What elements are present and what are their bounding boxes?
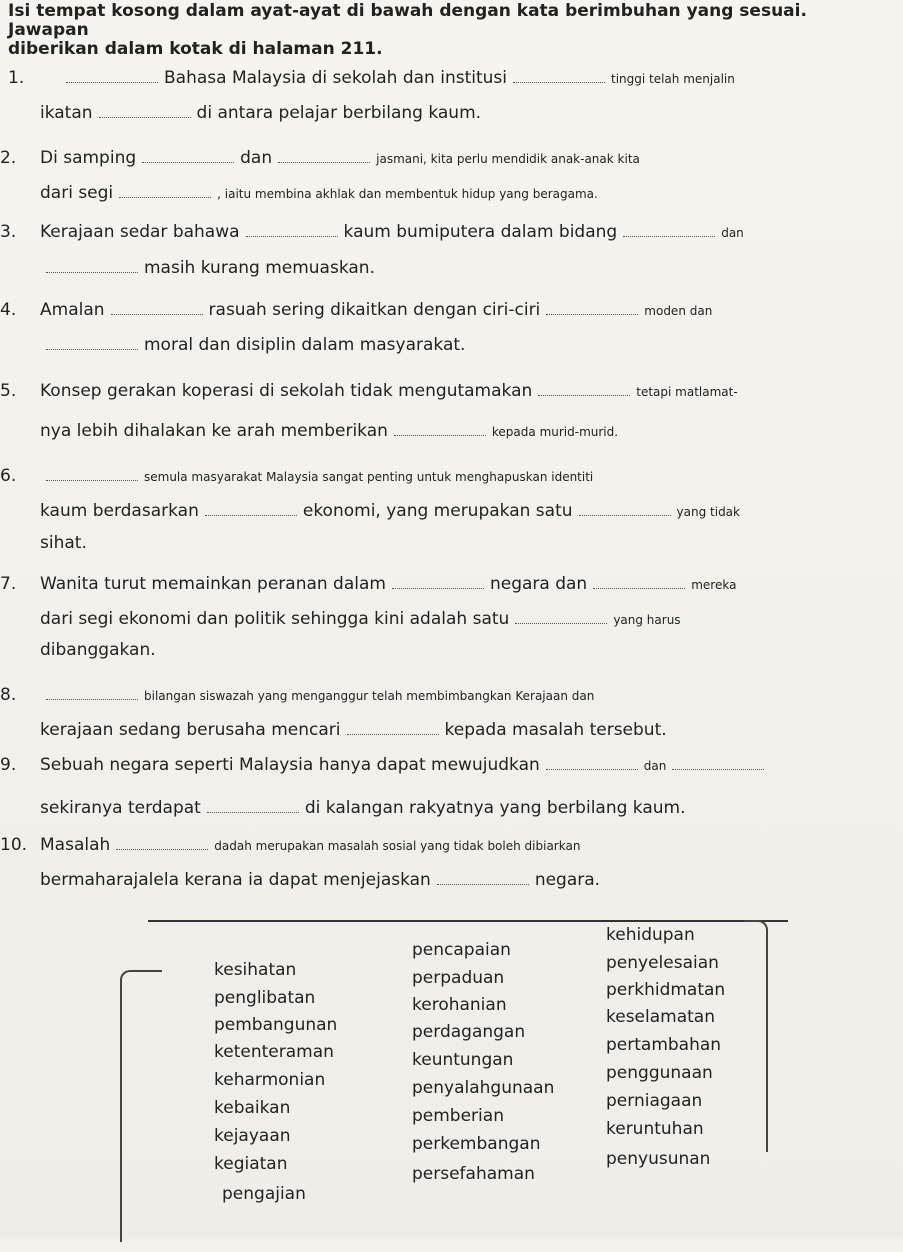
- question-text: moral dan disiplin dalam masyarakat.: [144, 335, 466, 355]
- answer-blank[interactable]: [205, 503, 297, 516]
- question-text: yang harus: [613, 613, 681, 627]
- word-bank-item: penglibatan: [214, 988, 316, 1008]
- question-text: yang tidak: [676, 505, 740, 519]
- question-text: kepada murid-murid.: [491, 425, 619, 439]
- question-text: dibanggakan.: [40, 640, 156, 660]
- question-text: ikatan: [40, 103, 93, 123]
- question-text: bermaharajalela kerana ia dapat menjejaskan: [40, 870, 431, 890]
- question-text: semula masyarakat Malaysia sangat penting untuk menghapuskan identiti: [144, 470, 594, 484]
- word-bank-item: kesihatan: [214, 960, 297, 980]
- answer-blank[interactable]: [623, 224, 715, 237]
- answer-blank[interactable]: [46, 337, 138, 350]
- question-text: nya lebih dihalakan ke arah memberikan: [40, 421, 388, 441]
- answer-blank[interactable]: [394, 423, 486, 436]
- word-bank-item: penyalahgunaan: [412, 1078, 555, 1098]
- word-bank-item: pencapaian: [412, 940, 511, 960]
- answer-blank[interactable]: [579, 503, 671, 516]
- answer-blank[interactable]: [593, 576, 685, 589]
- word-bank-item: pembangunan: [214, 1015, 338, 1035]
- instruction-line-2: diberikan dalam kotak di halaman 211.: [8, 39, 383, 59]
- answer-blank[interactable]: [46, 260, 138, 273]
- question-text: ekonomi, yang merupakan satu: [302, 501, 573, 521]
- answer-blank[interactable]: [515, 611, 607, 624]
- answer-blank[interactable]: [538, 383, 630, 396]
- word-bank-item: perdagangan: [412, 1022, 526, 1042]
- answer-blank[interactable]: [546, 302, 638, 315]
- word-bank-item: pertambahan: [606, 1035, 722, 1055]
- word-bank-item: kerohanian: [412, 995, 507, 1015]
- word-bank-item: penyusunan: [606, 1149, 711, 1169]
- word-bank-item: perpaduan: [412, 968, 505, 988]
- word-bank-item: keruntuhan: [606, 1119, 704, 1139]
- word-bank-item: kegiatan: [214, 1154, 288, 1174]
- question-number: 6.: [0, 466, 17, 486]
- word-bank-item: penggunaan: [606, 1063, 713, 1083]
- question-text: Bahasa Malaysia di sekolah dan institusi: [164, 68, 507, 88]
- answer-blank[interactable]: [207, 800, 299, 813]
- word-bank-item: penyelesaian: [606, 953, 719, 973]
- question-number: 8.: [0, 685, 17, 705]
- question-text: Di samping: [40, 148, 137, 168]
- question-text: tetapi matlamat-: [636, 385, 738, 399]
- instructions: [8, 2, 888, 59]
- question-number: 2.: [0, 148, 17, 168]
- word-bank-right-border: [744, 920, 768, 1152]
- question-text: , iaitu membina akhlak dan membentuk hidup yang beragama.: [217, 187, 598, 201]
- question-text: kaum berdasarkan: [40, 501, 199, 521]
- question-text: dan: [240, 148, 273, 168]
- word-bank-item: kehidupan: [606, 925, 695, 945]
- question-number: 5.: [0, 381, 17, 401]
- question-text: moden dan: [644, 304, 713, 318]
- word-bank-item: pengajian: [222, 1184, 306, 1204]
- question-text: sekiranya terdapat: [40, 798, 201, 818]
- word-bank-left-border: [120, 970, 162, 1242]
- answer-blank[interactable]: [99, 105, 191, 118]
- answer-blank[interactable]: [111, 302, 203, 315]
- word-bank-item: perniagaan: [606, 1091, 703, 1111]
- word-bank-item: perkhidmatan: [606, 980, 726, 1000]
- answer-blank[interactable]: [142, 150, 234, 163]
- question-text: tinggi telah menjalin: [610, 72, 735, 86]
- question-text: Masalah: [40, 835, 111, 855]
- question-text: Sebuah negara seperti Malaysia hanya dapat mewujudkan: [40, 755, 540, 775]
- word-bank-item: perkembangan: [412, 1134, 541, 1154]
- answer-blank[interactable]: [546, 757, 638, 770]
- answer-blank[interactable]: [46, 687, 138, 700]
- question-number: 9.: [0, 755, 17, 775]
- answer-blank[interactable]: [437, 872, 529, 885]
- answer-blank[interactable]: [119, 185, 211, 198]
- question-text: Konsep gerakan koperasi di sekolah tidak mengutamakan: [40, 381, 533, 401]
- question-text: bilangan siswazah yang menganggur telah membimbangkan Kerajaan dan: [144, 689, 595, 703]
- answer-blank[interactable]: [347, 722, 439, 735]
- question-text: dan: [643, 759, 667, 773]
- question-text: rasuah sering dikaitkan dengan ciri-ciri: [208, 300, 541, 320]
- question-text: negara dan: [489, 574, 588, 594]
- question-number: 3.: [0, 222, 17, 242]
- question-text: sihat.: [40, 533, 87, 553]
- question-text: negara.: [534, 870, 601, 890]
- answer-blank[interactable]: [513, 70, 605, 83]
- question-text: kerajaan sedang berusaha mencari: [40, 720, 341, 740]
- question-text: dan: [721, 226, 744, 240]
- answer-blank[interactable]: [392, 576, 484, 589]
- answer-blank[interactable]: [278, 150, 370, 163]
- question-text: dari segi: [40, 183, 114, 203]
- word-bank-item: keharmonian: [214, 1070, 326, 1090]
- question-text: dari segi ekonomi dan politik sehingga kini adalah satu: [40, 609, 510, 629]
- question-number: 10.: [0, 835, 28, 855]
- question-number: 4.: [0, 300, 17, 320]
- question-text: Amalan: [40, 300, 105, 320]
- word-bank-item: ketenteraman: [214, 1042, 334, 1062]
- question-text: kepada masalah tersebut.: [444, 720, 667, 740]
- word-bank-item: pemberian: [412, 1106, 504, 1126]
- question-text: di antara pelajar berbilang kaum.: [196, 103, 482, 123]
- word-bank-item: kejayaan: [214, 1126, 291, 1146]
- question-text: Kerajaan sedar bahawa: [40, 222, 240, 242]
- question-text: kaum bumiputera dalam bidang: [343, 222, 618, 242]
- question-number: 1.: [8, 68, 25, 88]
- answer-blank[interactable]: [672, 757, 764, 770]
- question-text: masih kurang memuaskan.: [144, 258, 375, 278]
- question-text: dadah merupakan masalah sosial yang tidak boleh dibiarkan: [214, 839, 581, 853]
- question-text: mereka: [691, 578, 737, 592]
- answer-blank[interactable]: [116, 837, 208, 850]
- word-bank-item: persefahaman: [412, 1164, 535, 1184]
- question-text: Wanita turut memainkan peranan dalam: [40, 574, 386, 594]
- instruction-line-1: Isi tempat kosong dalam ayat-ayat di bawah dengan kata berimbuhan yang sesuai. Jawapan: [8, 1, 807, 40]
- word-bank-item: keuntungan: [412, 1050, 514, 1070]
- question-number: 7.: [0, 574, 17, 594]
- answer-blank[interactable]: [46, 468, 138, 481]
- word-bank-item: keselamatan: [606, 1007, 715, 1027]
- word-bank-item: kebaikan: [214, 1098, 291, 1118]
- question-text: di kalangan rakyatnya yang berbilang kaum.: [304, 798, 686, 818]
- answer-blank[interactable]: [66, 70, 158, 83]
- question-text: jasmani, kita perlu mendidik anak-anak kita: [376, 152, 640, 166]
- answer-blank[interactable]: [246, 224, 338, 237]
